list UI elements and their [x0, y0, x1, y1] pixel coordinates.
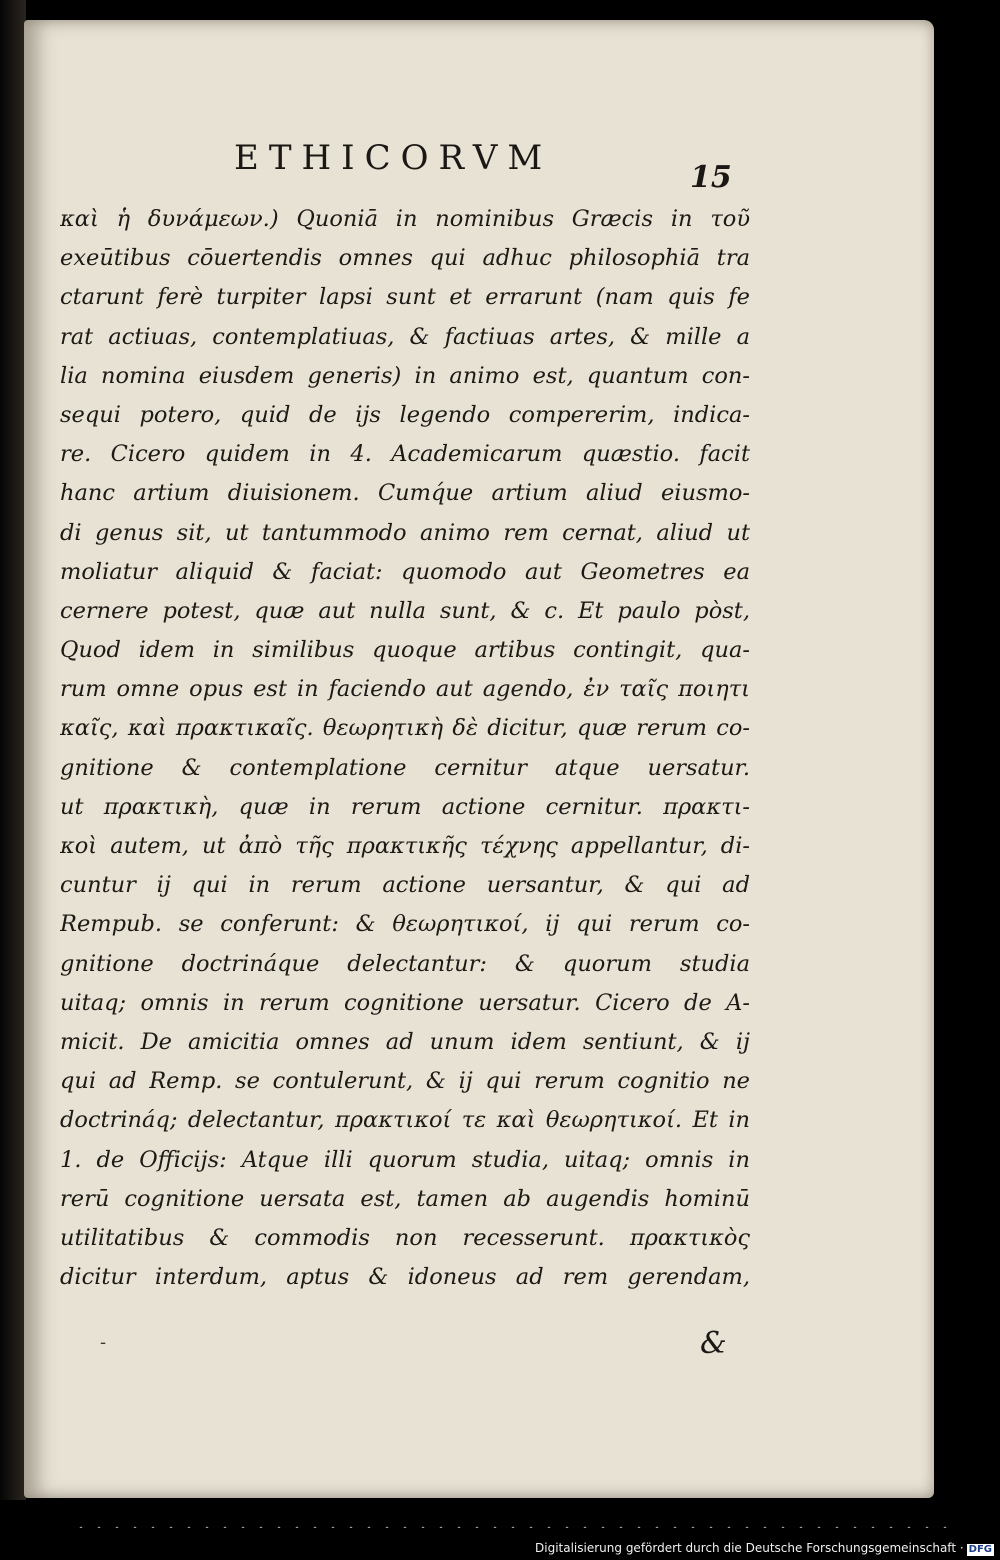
dfg-logo: DFG: [968, 1544, 992, 1555]
text-line: utilitatibus & commodis non recesserunt. πρακτικὸς: [60, 1224, 750, 1251]
text-line: micit. De amicitia omnes ad unum idem sentiunt, & ij: [60, 1028, 750, 1055]
footer-bar: [0, 1500, 1000, 1560]
page-number: 15: [690, 160, 732, 195]
text-line: di genus sit, ut tantummodo animo rem cernat, aliud ut: [60, 519, 750, 546]
text-line: κοὶ autem, ut ἀπὸ τῆς πρακτικῆς τέχνης appellantur, di-: [60, 833, 750, 859]
text-line: καὶ ἡ δυνάμεων.) Quoniā in nominibus Græcis in τοῦ: [60, 206, 750, 232]
text-line: doctrináq; delectantur, πρακτικοί τε καὶ θεωρητικοί. Et in: [60, 1107, 750, 1134]
text-line: hanc artium diuisionem. Cumq́ue artium aliud eiusmo-: [60, 480, 750, 507]
text-line: ctarunt ferè turpiter lapsi sunt et errarunt (nam quis fe: [60, 284, 750, 311]
text-line: 1. de Officijs: Atque illi quorum studia, uitaq; omnis in: [60, 1146, 750, 1173]
text-line: rat actiuas, contemplatiuas, & factiuas artes, & mille a: [60, 323, 750, 350]
page-body-text: [60, 200, 750, 1297]
stray-mark: -: [100, 1332, 107, 1353]
text-line: exeūtibus cōuertendis omnes qui adhuc philosophiā tra: [60, 245, 750, 272]
book-gutter: [0, 0, 26, 1500]
text-line: gnitione & contemplatione cernitur atque uersatur.: [60, 754, 750, 781]
text-line: sequi potero, quid de ijs legendo compererim, indica-: [60, 401, 750, 428]
text-line: re. Cicero quidem in 4. Academicarum quæstio. facit: [60, 441, 750, 468]
text-line: cernere potest, quæ aut nulla sunt, & c. Et paulo pòst,: [60, 597, 750, 624]
text-line: moliatur aliquid & faciat: quomodo aut Geometres ea: [60, 558, 750, 585]
book-page: [24, 20, 934, 1498]
text-line: ut πρακτικὴ, quæ in rerum actione cernitur. πρακτι-: [60, 793, 750, 820]
funding-credit: [535, 1541, 994, 1556]
text-line: uitaq; omnis in rerum cognitione uersatur. Cicero de A-: [60, 989, 750, 1016]
text-line: Rempub. se conferunt: & θεωρητικοί, ij qui rerum co-: [60, 911, 750, 938]
dotted-divider: [72, 1526, 952, 1528]
text-line: Quod idem in similibus quoque artibus contingit, qua-: [60, 637, 750, 664]
text-line: rum omne opus est in faciendo aut agendo, ἐν ταῖς ποιητι: [60, 676, 750, 703]
text-line: gnitione doctrináque delectantur: & quorum studia: [60, 950, 750, 977]
text-line: dicitur interdum, aptus & idoneus ad rem gerendam,: [60, 1264, 750, 1291]
text-line: cuntur ij qui in rerum actione uersantur, & qui ad: [60, 872, 750, 899]
text-line: rerū cognitione uersata est, tamen ab augendis hominū: [60, 1185, 750, 1212]
running-head: ETHICORVM: [234, 138, 553, 178]
catchword: &: [700, 1326, 727, 1361]
credit-text: Digitalisierung gefördert durch die Deutsche Forschungsgemeinschaft ·: [535, 1541, 964, 1555]
text-line: qui ad Remp. se contulerunt, & ij qui rerum cognitio ne: [60, 1068, 750, 1095]
text-line: καῖς, καὶ πρακτικαῖς. θεωρητικὴ δὲ dicitur, quæ rerum co-: [60, 715, 750, 742]
text-line: lia nomina eiusdem generis) in animo est, quantum con-: [60, 362, 750, 389]
